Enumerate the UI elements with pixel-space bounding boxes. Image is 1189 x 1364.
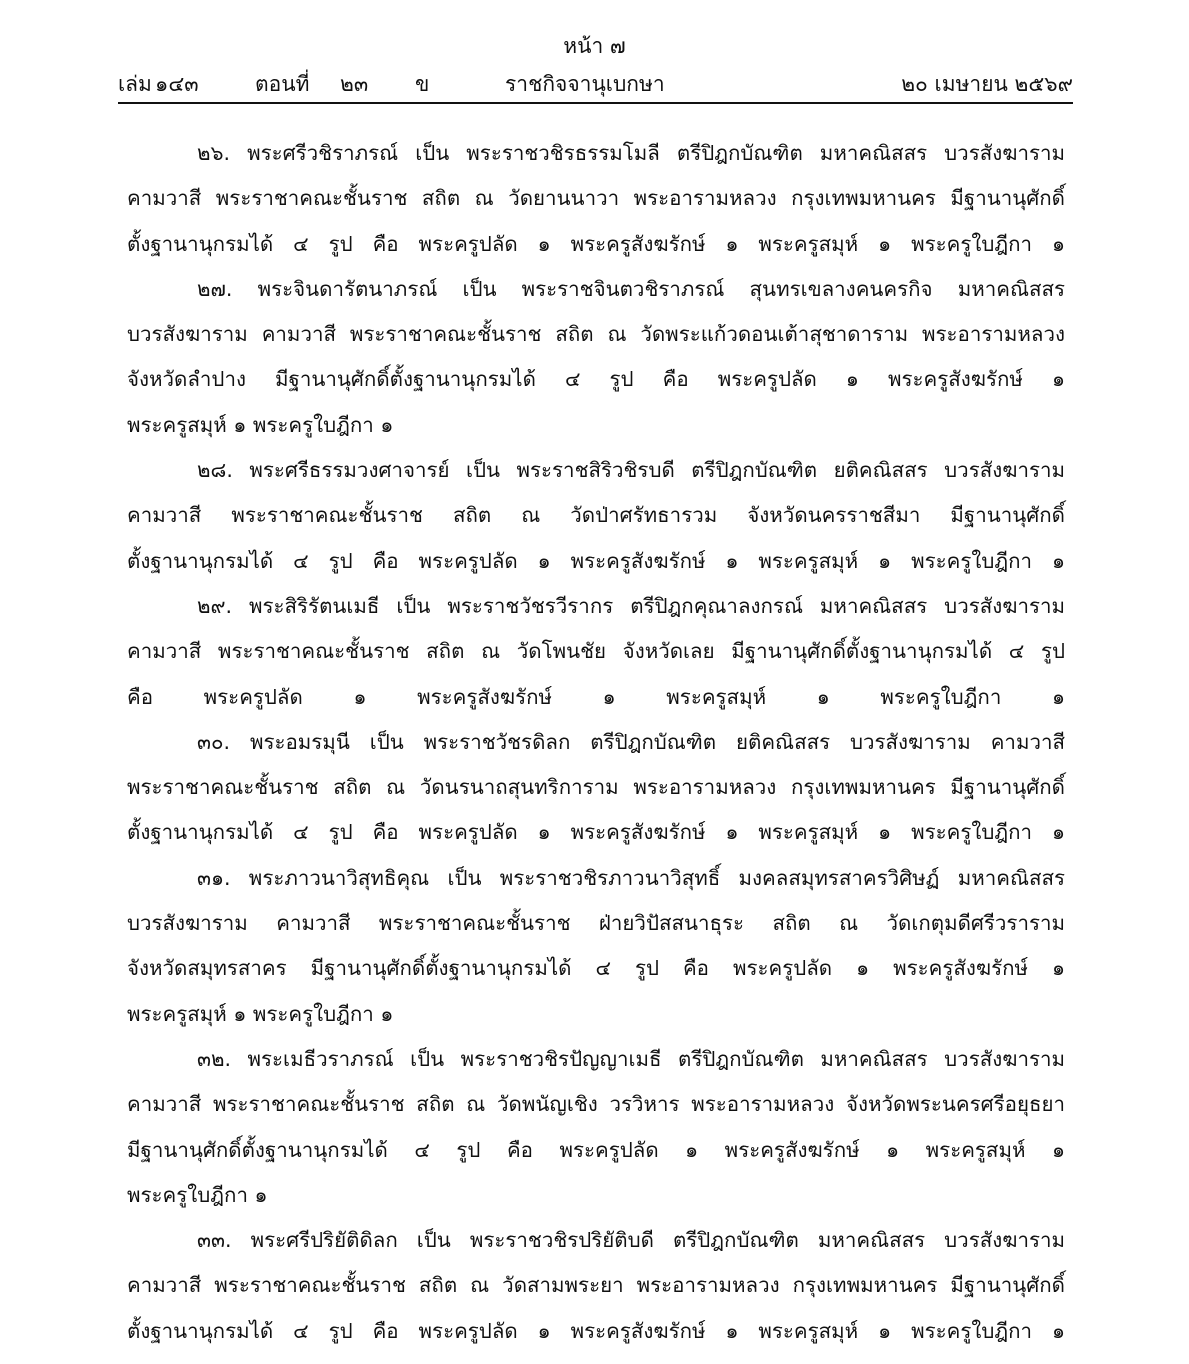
- paragraph-line: คามวาสี พระราชาคณะชั้นราช สถิต ณ วัดยานนาวา พระอารามหลวง กรุงเทพมหานคร มีฐานานุศักดิ์: [127, 186, 1065, 211]
- paragraph-line: คือ พระครูปลัด ๑ พระครูสังฆรักษ์ ๑ พระครูสมุห์ ๑ พระครูใบฎีกา ๑: [127, 684, 1065, 709]
- paragraph-first-line: ๓๑. พระภาวนาวิสุทธิคุณ เป็น พระราชวชิรภาวนาวิสุทธิ์ มงคลสมุทรสาครวิศิษฏ์ มหาคณิสสร: [197, 865, 1065, 890]
- paragraph-line: คามวาสี พระราชาคณะชั้นราช สถิต ณ วัดป่าศรัทธารวม จังหวัดนครราชสีมา มีฐานานุศักดิ์: [127, 503, 1065, 528]
- paragraph-line: พระครูสมุห์ ๑ พระครูใบฎีกา ๑: [127, 412, 394, 437]
- paragraph-first-line: ๓๒. พระเมธีวราภรณ์ เป็น พระราชวชิรปัญญาเมธี ตรีปิฎกบัณฑิต มหาคณิสสร บวรสังฆาราม: [197, 1046, 1065, 1071]
- page-number: หน้า ๗: [563, 34, 626, 58]
- paragraph-line: ตั้งฐานานุกรมได้ ๔ รูป คือ พระครูปลัด ๑ พระครูสังฆรักษ์ ๑ พระครูสมุห์ ๑ พระครูใบฎีกา ๑: [127, 231, 1065, 256]
- paragraph-first-line: ๓๐. พระอมรมุนี เป็น พระราชวัชรดิลก ตรีปิฎกบัณฑิต ยติคณิสสร บวรสังฆาราม คามวาสี: [197, 729, 1065, 754]
- paragraph-first-line: ๒๙. พระสิริรัตนเมธี เป็น พระราชวัชรวีรากร ตรีปิฎกคุณาลงกรณ์ มหาคณิสสร บวรสังฆาราม: [197, 593, 1065, 618]
- paragraph-line: ตั้งฐานานุกรมได้ ๔ รูป คือ พระครูปลัด ๑ พระครูสังฆรักษ์ ๑ พระครูสมุห์ ๑ พระครูใบฎีกา ๑: [127, 548, 1065, 573]
- section-letter: ข: [415, 72, 430, 96]
- gazette-title: ราชกิจจานุเบกษา: [505, 72, 665, 96]
- paragraph-line: คามวาสี พระราชาคณะชั้นราช สถิต ณ วัดพนัญเชิง วรวิหาร พระอารามหลวง จังหวัดพระนครศรีอยุธยา: [127, 1092, 1065, 1117]
- paragraph-line: คามวาสี พระราชาคณะชั้นราช สถิต ณ วัดโพนชัย จังหวัดเลย มีฐานานุศักดิ์ตั้งฐานานุกรมได้ ๔ รูป: [127, 639, 1065, 664]
- paragraph: [127, 584, 1065, 720]
- paragraph: [127, 448, 1065, 584]
- volume-label: เล่ม: [118, 72, 152, 96]
- paragraph-line: คามวาสี พระราชาคณะชั้นราช สถิต ณ วัดสามพระยา พระอารามหลวง กรุงเทพมหานคร มีฐานานุศักดิ์: [127, 1273, 1065, 1298]
- paragraph: [127, 267, 1065, 448]
- volume-number: ๑๔๓: [155, 72, 199, 96]
- paragraph-line: พระราชาคณะชั้นราช สถิต ณ วัดนรนาถสุนทริการาม พระอารามหลวง กรุงเทพมหานคร มีฐานานุศักดิ์: [127, 775, 1065, 800]
- paragraph-line: บวรสังฆาราม คามวาสี พระราชาคณะชั้นราช ฝ่ายวิปัสสนาธุระ สถิต ณ วัดเกตุมดีศรีวราราม: [127, 911, 1065, 936]
- paragraph-line: ตั้งฐานานุกรมได้ ๔ รูป คือ พระครูปลัด ๑ พระครูสังฆรักษ์ ๑ พระครูสมุห์ ๑ พระครูใบฎีกา ๑: [127, 1318, 1065, 1343]
- paragraph: [127, 856, 1065, 1037]
- paragraph: [127, 720, 1065, 856]
- issue-number: ๒๓: [340, 72, 369, 96]
- paragraph-line: จังหวัดสมุทรสาคร มีฐานานุศักดิ์ตั้งฐานานุกรมได้ ๔ รูป คือ พระครูปลัด ๑ พระครูสังฆรักษ์ ๑: [127, 956, 1065, 981]
- issue-label: ตอนที่: [255, 72, 310, 96]
- publication-date: ๒๐ เมษายน ๒๕๖๙: [901, 72, 1073, 96]
- paragraph-line: พระครูสมุห์ ๑ พระครูใบฎีกา ๑: [127, 1001, 394, 1026]
- paragraph: [127, 1218, 1065, 1354]
- paragraph-line: บวรสังฆาราม คามวาสี พระราชาคณะชั้นราช สถิต ณ วัดพระแก้วดอนเต้าสุชาดาราม พระอารามหลวง: [127, 322, 1065, 347]
- document-body: [127, 131, 1065, 1354]
- paragraph-first-line: ๒๗. พระจินดารัตนาภรณ์ เป็น พระราชจินตวชิราภรณ์ สุนทรเขลางคนครกิจ มหาคณิสสร: [197, 276, 1065, 301]
- paragraph-line: พระครูใบฎีกา ๑: [127, 1182, 268, 1207]
- paragraph-first-line: ๒๘. พระศรีธรรมวงศาจารย์ เป็น พระราชสิริวชิรบดี ตรีปิฎกบัณฑิต ยติคณิสสร บวรสังฆาราม: [197, 458, 1065, 483]
- paragraph-first-line: ๓๓. พระศรีปริยัติดิลก เป็น พระราชวชิรปริยัติบดี ตรีปิฎกบัณฑิต มหาคณิสสร บวรสังฆาราม: [197, 1228, 1065, 1253]
- header-rule: [118, 102, 1073, 104]
- paragraph: [127, 1037, 1065, 1218]
- paragraph: [127, 131, 1065, 267]
- paragraph-line: จังหวัดลำปาง มีฐานานุศักดิ์ตั้งฐานานุกรมได้ ๔ รูป คือ พระครูปลัด ๑ พระครูสังฆรักษ์ ๑: [127, 367, 1065, 392]
- paragraph-line: มีฐานานุศักดิ์ตั้งฐานานุกรมได้ ๔ รูป คือ พระครูปลัด ๑ พระครูสังฆรักษ์ ๑ พระครูสมุห์ ๑: [127, 1137, 1065, 1162]
- paragraph-line: ตั้งฐานานุกรมได้ ๔ รูป คือ พระครูปลัด ๑ พระครูสังฆรักษ์ ๑ พระครูสมุห์ ๑ พระครูใบฎีกา ๑: [127, 820, 1065, 845]
- paragraph-first-line: ๒๖. พระศรีวชิราภรณ์ เป็น พระราชวชิรธรรมโมลี ตรีปิฎกบัณฑิต มหาคณิสสร บวรสังฆาราม: [197, 141, 1065, 165]
